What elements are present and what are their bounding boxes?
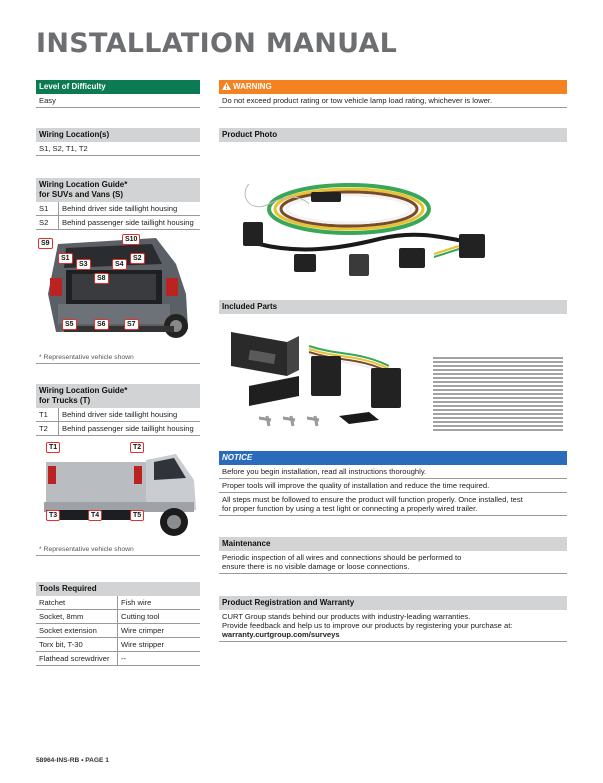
warning-section (219, 80, 567, 108)
difficulty-value: Easy (36, 94, 200, 108)
product-photo-header: Product Photo (219, 128, 567, 142)
parts-list-lines (433, 356, 563, 436)
truck-row-code: T2 (36, 422, 59, 435)
suv-row-code: S2 (36, 216, 59, 229)
difficulty-header: Level of Difficulty (36, 80, 200, 94)
left-column (36, 80, 200, 108)
badge-s10: S10 (122, 234, 140, 245)
suv-guide-section (36, 178, 200, 364)
page-footer: 58964-INS-RB • PAGE 1 (36, 757, 109, 764)
notice-line: Before you begin installation, read all instructions thoroughly. (219, 465, 567, 479)
notice-header: NOTICE (219, 451, 567, 465)
tool-item: Socket extension (36, 624, 118, 638)
notice-section (219, 451, 567, 516)
suv-image (36, 234, 200, 352)
badge-s2: S2 (130, 253, 145, 264)
wiring-location-value: S1, S2, T1, T2 (36, 142, 200, 156)
truck-image (36, 440, 200, 544)
badge-s9: S9 (38, 238, 53, 249)
tool-item: Cutting tool (118, 610, 200, 624)
badge-t1: T1 (46, 442, 60, 453)
tool-item: Wire crimper (118, 624, 200, 638)
page-title: INSTALLATION MANUAL (36, 28, 398, 59)
included-parts-section (219, 300, 567, 436)
badge-s6: S6 (94, 319, 109, 330)
truck-row-code: T1 (36, 408, 59, 421)
truck-guide-note: * Representative vehicle shown (36, 544, 200, 556)
tool-item: Socket, 8mm (36, 610, 118, 624)
badge-t2: T2 (130, 442, 144, 453)
truck-row-desc: Behind driver side taillight housing (62, 410, 178, 419)
warning-title: WARNING (233, 82, 272, 91)
truck-guide-section (36, 384, 200, 556)
tool-item: Fish wire (118, 596, 200, 610)
badge-t5: T5 (130, 510, 144, 521)
registration-url[interactable]: warranty.curtgroup.com/surveys (222, 630, 340, 639)
maintenance-text: Periodic inspection of all wires and connections should be performed to ensure there is no visible damage or loose connections. (219, 551, 567, 574)
badge-s8: S8 (94, 273, 109, 284)
tools-header: Tools Required (36, 582, 200, 596)
badge-s7: S7 (124, 319, 139, 330)
registration-body (219, 610, 567, 642)
included-parts-header: Included Parts (219, 300, 567, 314)
notice-line: All steps must be followed to ensure the product will function properly. Once installed, test for proper function by using a test light or connecting a properly wired trailer. (219, 493, 567, 516)
truck-guide-row (36, 422, 200, 436)
included-parts-body (219, 316, 567, 436)
suv-guide-header-line1: Wiring Location Guide* (39, 180, 128, 189)
tools-section (36, 582, 200, 666)
registration-section (219, 596, 567, 642)
suv-row-desc: Behind passenger side taillight housing (62, 218, 194, 227)
tool-item: Torx bit, T-30 (36, 638, 118, 652)
truck-guide-header (36, 384, 200, 408)
truck-guide-header-line2: for Trucks (T) (39, 396, 91, 405)
tools-table (36, 596, 200, 666)
tool-item: Ratchet (36, 596, 118, 610)
tool-item: Wire stripper (118, 638, 200, 652)
warning-header (219, 80, 567, 94)
suv-row-desc: Behind driver side taillight housing (62, 204, 178, 213)
maintenance-header: Maintenance (219, 537, 567, 551)
wiring-location-section (36, 128, 200, 156)
truck-row-desc: Behind passenger side taillight housing (62, 424, 194, 433)
truck-guide-header-line1: Wiring Location Guide* (39, 386, 128, 395)
wiring-location-header: Wiring Location(s) (36, 128, 200, 142)
suv-guide-note: * Representative vehicle shown (36, 352, 200, 364)
included-parts-image (219, 316, 429, 436)
badge-s5: S5 (62, 319, 77, 330)
suv-guide-row (36, 216, 200, 230)
badge-s3: S3 (76, 259, 91, 270)
suv-guide-row (36, 202, 200, 216)
tool-item: -- (118, 652, 200, 666)
warning-text: Do not exceed product rating or tow vehicle lamp load rating, whichever is lower. (219, 94, 567, 108)
registration-header: Product Registration and Warranty (219, 596, 567, 610)
badge-s1: S1 (58, 253, 73, 264)
registration-line1: CURT Group stands behind our products with industry-leading warranties. (222, 612, 471, 621)
suv-row-code: S1 (36, 202, 59, 215)
badge-t3: T3 (46, 510, 60, 521)
notice-line: Proper tools will improve the quality of installation and reduce the time required. (219, 479, 567, 493)
badge-t4: T4 (88, 510, 102, 521)
badge-s4: S4 (112, 259, 127, 270)
suv-guide-header-line2: for SUVs and Vans (S) (39, 190, 124, 199)
warning-triangle-icon (222, 82, 231, 90)
registration-line2: Provide feedback and help us to improve our products by registering your purchase at: (222, 621, 513, 630)
suv-guide-header (36, 178, 200, 202)
truck-guide-row (36, 408, 200, 422)
maintenance-section (219, 537, 567, 574)
product-photo-section (219, 128, 567, 294)
product-photo-image (219, 144, 567, 294)
tool-item: Flathead screwdriver (36, 652, 118, 666)
